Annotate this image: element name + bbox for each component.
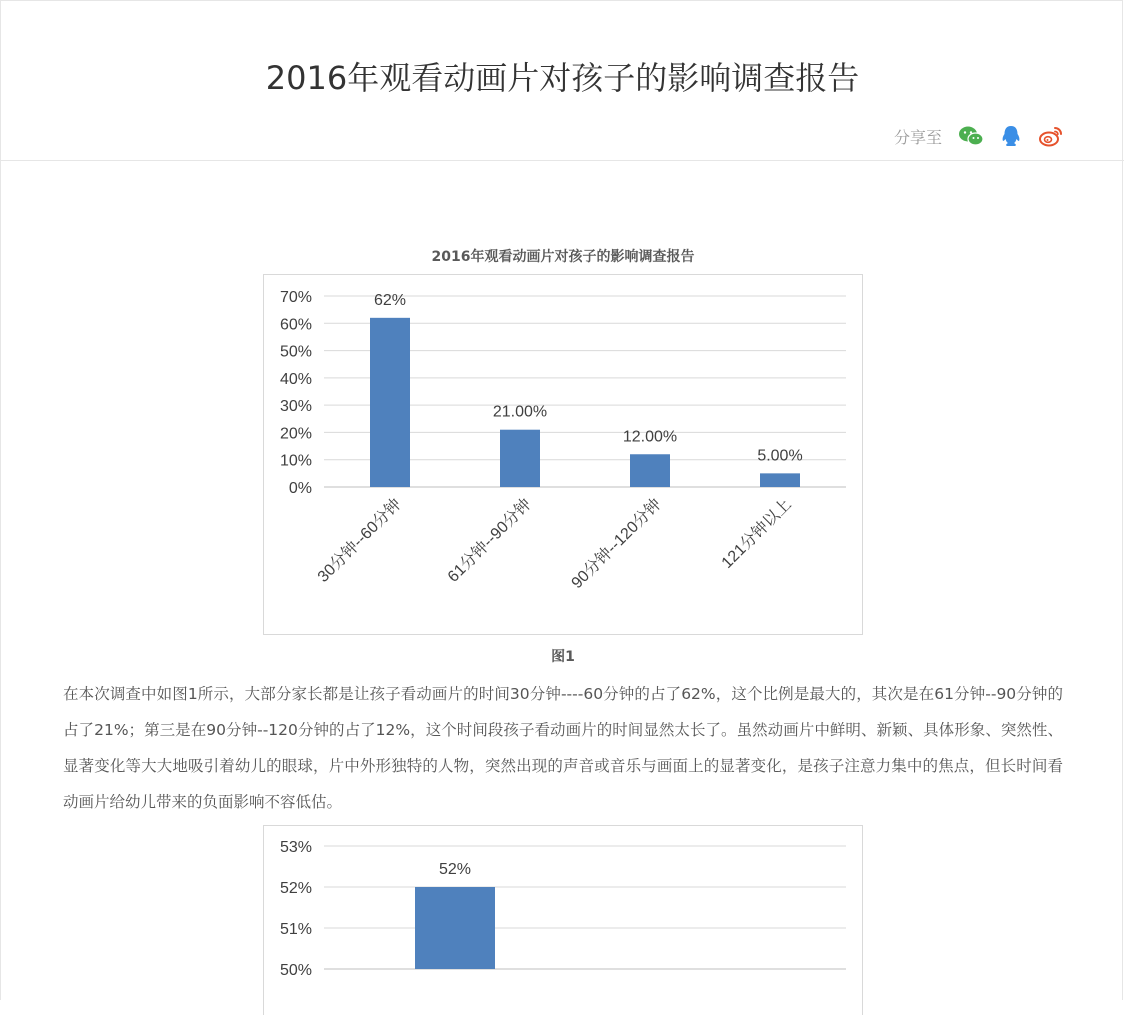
y-tick-label: 0% [288, 480, 312, 497]
y-tick-label: 10% [279, 452, 312, 470]
article-paragraph: 在本次调查中如图1所示，大部分家长都是让孩子看动画片的时间30分钟----60分钟的占了62%，这个比例是最大的，其次是在61分钟--90分钟的占了21%；第三是在90分钟--120分钟的占了12%，这个时间段孩子看动画片的时间显然太长了。虽然动画片中鲜明、新颖、具体形象、突然性、显著变化等大大地吸引着幼儿的眼球，片中外形独特的人物，突然出现的声音或音乐与画面上的显著变化，是孩子注意力集中的焦点，但长时间看动画片给幼儿带来的负面影响不容低估。 [63, 685, 1063, 811]
qq-icon[interactable] [998, 124, 1024, 148]
figure-caption: 图1 [551, 649, 575, 665]
bar [370, 318, 410, 487]
y-tick-label: 50% [279, 343, 312, 361]
share-label: 分享至 [893, 127, 942, 147]
x-tick-label: 90分钟--120分钟 [568, 495, 665, 593]
data-label: 62% [373, 291, 407, 309]
y-tick-label: 60% [279, 316, 312, 334]
x-tick-label: 61分钟--90分钟 [444, 495, 535, 586]
data-label: 12.00% [622, 428, 678, 446]
data-label: 5.00% [757, 447, 803, 465]
y-tick-label: 20% [279, 425, 312, 443]
x-tick-label: 121分钟以上 [718, 495, 795, 572]
bar-chart-1 [263, 274, 863, 635]
bar [760, 473, 800, 487]
article-header [1, 1, 1124, 161]
bar [415, 887, 495, 969]
y-tick-label: 53% [279, 839, 312, 856]
y-tick-label: 70% [279, 289, 312, 306]
weibo-icon[interactable] [1038, 124, 1064, 148]
y-tick-label: 40% [279, 370, 312, 388]
y-tick-label: 52% [279, 880, 312, 897]
wechat-icon[interactable] [958, 124, 984, 148]
y-tick-label: 51% [279, 921, 312, 938]
y-tick-label: 30% [279, 398, 312, 416]
x-tick-label: 30分钟--60分钟 [314, 495, 405, 586]
data-label: 52% [438, 861, 472, 878]
bar-chart-2 [263, 825, 863, 1015]
page-title: 2016年观看动画片对孩子的影响调查报告 [265, 59, 860, 97]
data-label: 21.00% [492, 403, 548, 421]
bar [500, 430, 540, 487]
share-bar [894, 124, 1064, 148]
y-tick-label: 50% [279, 962, 312, 979]
chart-title: 2016年观看动画片对孩子的影响调查报告 [431, 249, 695, 265]
bar [630, 454, 670, 487]
